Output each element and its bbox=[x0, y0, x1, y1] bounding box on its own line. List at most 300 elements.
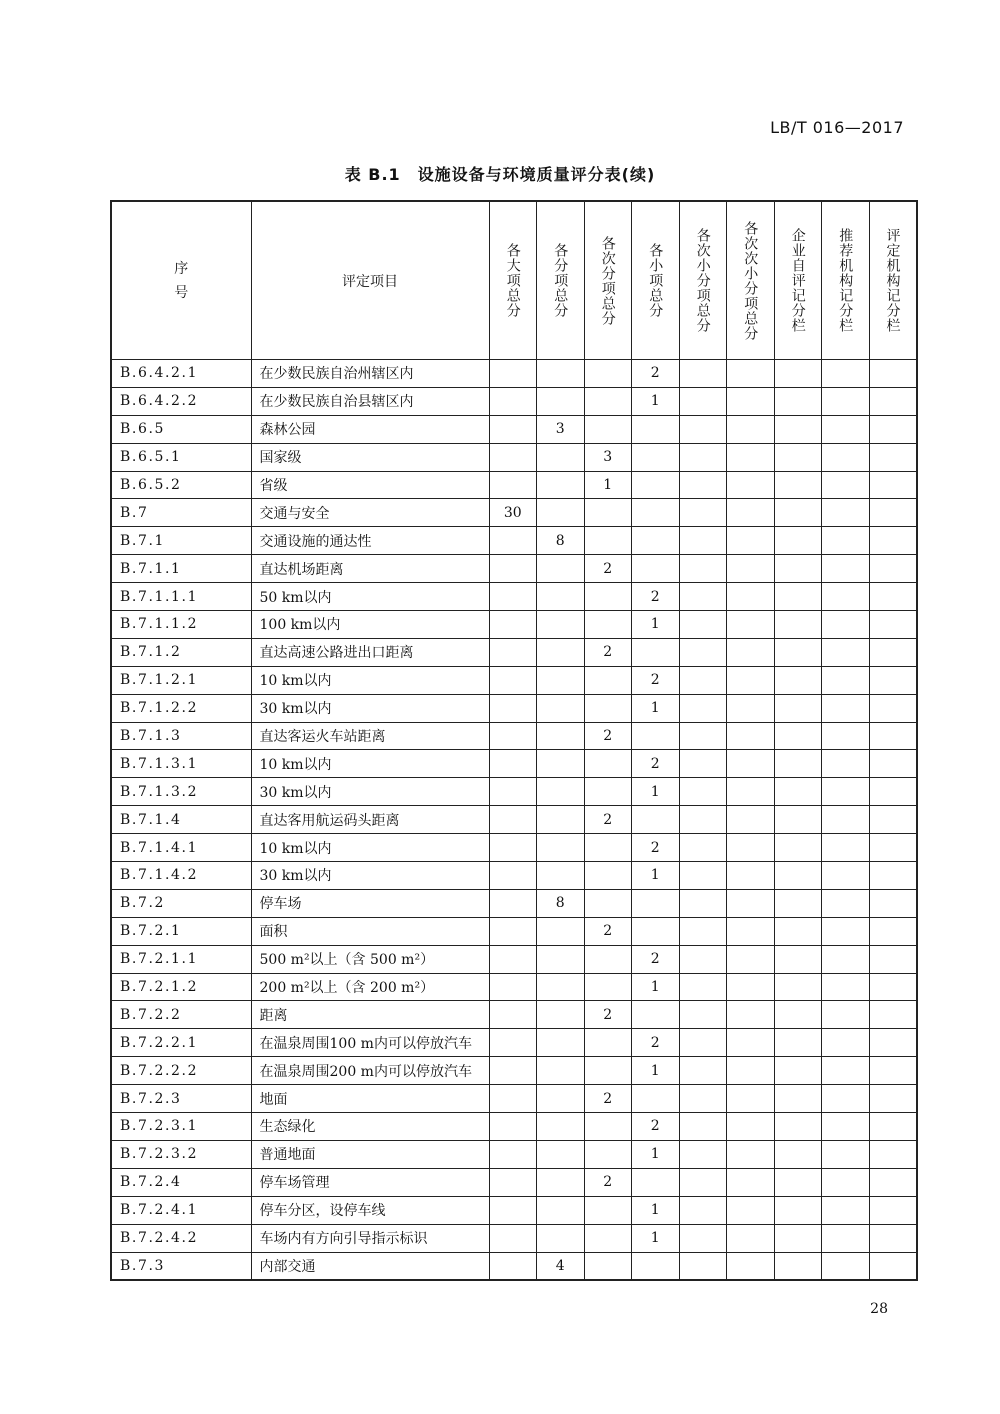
page-number: 28 bbox=[870, 1301, 888, 1317]
row-sub-total bbox=[537, 1113, 585, 1141]
table-row bbox=[111, 917, 917, 945]
row-major-total bbox=[489, 862, 537, 890]
row-self-eval-score bbox=[774, 1029, 822, 1057]
row-secondary-total bbox=[584, 360, 632, 388]
row-secondary-minor-total bbox=[679, 1001, 727, 1029]
row-secondary-minor-total bbox=[679, 1029, 727, 1057]
row-major-total bbox=[489, 387, 537, 415]
row-sub-total bbox=[537, 499, 585, 527]
row-code: B.7.2.3.2 bbox=[111, 1140, 251, 1168]
row-recommend-score bbox=[822, 415, 870, 443]
row-recommend-score bbox=[822, 862, 870, 890]
row-major-total bbox=[489, 1196, 537, 1224]
row-secondary-secondary-minor-total bbox=[727, 1113, 775, 1141]
row-rating-score bbox=[869, 1224, 917, 1252]
row-code: B.7.2.4.2 bbox=[111, 1224, 251, 1252]
row-secondary-total bbox=[584, 1029, 632, 1057]
row-secondary-secondary-minor-total bbox=[727, 1029, 775, 1057]
row-item: 200 m²以上（含 200 m²） bbox=[251, 973, 489, 1001]
row-item: 直达机场距离 bbox=[251, 555, 489, 583]
row-rating-score bbox=[869, 387, 917, 415]
row-secondary-total bbox=[584, 583, 632, 611]
row-rating-score bbox=[869, 1029, 917, 1057]
row-recommend-score bbox=[822, 1168, 870, 1196]
header-recommend-text: 推荐机构记分栏 bbox=[837, 228, 854, 333]
header-secondary-secondary-minor-total bbox=[727, 201, 775, 360]
row-major-total bbox=[489, 415, 537, 443]
row-recommend-score bbox=[822, 471, 870, 499]
header-secondary-total-text: 各次分项总分 bbox=[599, 235, 616, 326]
row-sub-total bbox=[537, 973, 585, 1001]
row-secondary-secondary-minor-total bbox=[727, 638, 775, 666]
row-sub-total bbox=[537, 1196, 585, 1224]
row-self-eval-score bbox=[774, 1140, 822, 1168]
header-major-total bbox=[489, 201, 537, 360]
row-recommend-score bbox=[822, 889, 870, 917]
row-secondary-secondary-minor-total bbox=[727, 917, 775, 945]
row-self-eval-score bbox=[774, 1252, 822, 1280]
row-secondary-total bbox=[584, 694, 632, 722]
row-code: B.7.2 bbox=[111, 889, 251, 917]
row-major-total bbox=[489, 722, 537, 750]
row-sub-total bbox=[537, 722, 585, 750]
row-sub-total: 8 bbox=[537, 527, 585, 555]
row-major-total bbox=[489, 889, 537, 917]
row-recommend-score bbox=[822, 973, 870, 1001]
row-rating-score bbox=[869, 611, 917, 639]
row-item: 在温泉周围200 m内可以停放汽车 bbox=[251, 1057, 489, 1085]
row-secondary-total: 2 bbox=[584, 638, 632, 666]
row-secondary-secondary-minor-total bbox=[727, 1001, 775, 1029]
table-row bbox=[111, 1140, 917, 1168]
row-recommend-score bbox=[822, 666, 870, 694]
row-secondary-total bbox=[584, 889, 632, 917]
row-item: 普通地面 bbox=[251, 1140, 489, 1168]
row-sub-total bbox=[537, 555, 585, 583]
header-sub-total-text: 各分项总分 bbox=[552, 243, 569, 318]
row-minor-total: 1 bbox=[632, 1140, 680, 1168]
row-sub-total bbox=[537, 806, 585, 834]
table-row bbox=[111, 694, 917, 722]
row-secondary-total bbox=[584, 415, 632, 443]
row-code: B.6.5.1 bbox=[111, 443, 251, 471]
row-minor-total: 1 bbox=[632, 1196, 680, 1224]
table-row bbox=[111, 1252, 917, 1280]
row-major-total bbox=[489, 1168, 537, 1196]
row-secondary-minor-total bbox=[679, 443, 727, 471]
row-self-eval-score bbox=[774, 1168, 822, 1196]
row-recommend-score bbox=[822, 1196, 870, 1224]
row-minor-total bbox=[632, 415, 680, 443]
header-recommend bbox=[822, 201, 870, 360]
row-minor-total: 2 bbox=[632, 1113, 680, 1141]
row-item: 国家级 bbox=[251, 443, 489, 471]
row-item: 停车场 bbox=[251, 889, 489, 917]
row-self-eval-score bbox=[774, 583, 822, 611]
row-minor-total: 2 bbox=[632, 583, 680, 611]
row-secondary-total bbox=[584, 973, 632, 1001]
row-recommend-score bbox=[822, 945, 870, 973]
row-sub-total bbox=[537, 1001, 585, 1029]
row-code: B.7.1.1 bbox=[111, 555, 251, 583]
row-secondary-secondary-minor-total bbox=[727, 583, 775, 611]
row-self-eval-score bbox=[774, 638, 822, 666]
row-recommend-score bbox=[822, 722, 870, 750]
row-sub-total bbox=[537, 583, 585, 611]
row-minor-total bbox=[632, 527, 680, 555]
row-item: 交通设施的通达性 bbox=[251, 527, 489, 555]
row-secondary-total bbox=[584, 499, 632, 527]
row-major-total bbox=[489, 1113, 537, 1141]
table-row bbox=[111, 1057, 917, 1085]
row-secondary-minor-total bbox=[679, 499, 727, 527]
row-rating-score bbox=[869, 555, 917, 583]
table-row bbox=[111, 360, 917, 388]
row-sub-total bbox=[537, 1057, 585, 1085]
table-row bbox=[111, 778, 917, 806]
row-item: 内部交通 bbox=[251, 1252, 489, 1280]
row-code: B.7.1.4.2 bbox=[111, 862, 251, 890]
row-rating-score bbox=[869, 1001, 917, 1029]
row-sub-total bbox=[537, 1224, 585, 1252]
row-code: B.6.4.2.1 bbox=[111, 360, 251, 388]
row-major-total bbox=[489, 666, 537, 694]
row-secondary-secondary-minor-total bbox=[727, 862, 775, 890]
row-secondary-secondary-minor-total bbox=[727, 415, 775, 443]
row-major-total bbox=[489, 1085, 537, 1113]
row-sub-total bbox=[537, 862, 585, 890]
row-rating-score bbox=[869, 1085, 917, 1113]
table-row bbox=[111, 1029, 917, 1057]
row-item: 直达客运火车站距离 bbox=[251, 722, 489, 750]
row-rating-score bbox=[869, 694, 917, 722]
row-rating-score bbox=[869, 778, 917, 806]
row-item: 车场内有方向引导指示标识 bbox=[251, 1224, 489, 1252]
row-secondary-total bbox=[584, 862, 632, 890]
row-self-eval-score bbox=[774, 443, 822, 471]
row-self-eval-score bbox=[774, 1001, 822, 1029]
row-recommend-score bbox=[822, 1085, 870, 1113]
row-code: B.7 bbox=[111, 499, 251, 527]
row-item: 10 km以内 bbox=[251, 750, 489, 778]
row-rating-score bbox=[869, 806, 917, 834]
table-row bbox=[111, 527, 917, 555]
row-rating-score bbox=[869, 499, 917, 527]
row-rating-score bbox=[869, 583, 917, 611]
table-row bbox=[111, 1168, 917, 1196]
row-recommend-score bbox=[822, 1252, 870, 1280]
row-rating-score bbox=[869, 862, 917, 890]
row-major-total bbox=[489, 443, 537, 471]
row-rating-score bbox=[869, 443, 917, 471]
row-secondary-secondary-minor-total bbox=[727, 694, 775, 722]
row-code: B.7.2.3.1 bbox=[111, 1113, 251, 1141]
row-sub-total bbox=[537, 917, 585, 945]
row-self-eval-score bbox=[774, 611, 822, 639]
row-major-total bbox=[489, 806, 537, 834]
row-self-eval-score bbox=[774, 471, 822, 499]
row-secondary-minor-total bbox=[679, 694, 727, 722]
row-secondary-total bbox=[584, 666, 632, 694]
row-self-eval-score bbox=[774, 1085, 822, 1113]
header-rating-text: 评定机构记分栏 bbox=[884, 228, 901, 333]
row-code: B.7.1.3 bbox=[111, 722, 251, 750]
row-item: 30 km以内 bbox=[251, 778, 489, 806]
row-self-eval-score bbox=[774, 499, 822, 527]
row-rating-score bbox=[869, 1057, 917, 1085]
row-secondary-minor-total bbox=[679, 917, 727, 945]
row-minor-total bbox=[632, 1252, 680, 1280]
row-rating-score bbox=[869, 415, 917, 443]
row-secondary-minor-total bbox=[679, 834, 727, 862]
row-secondary-minor-total bbox=[679, 862, 727, 890]
row-item: 距离 bbox=[251, 1001, 489, 1029]
row-sub-total bbox=[537, 694, 585, 722]
row-rating-score bbox=[869, 1168, 917, 1196]
row-secondary-total: 2 bbox=[584, 722, 632, 750]
row-code: B.6.4.2.2 bbox=[111, 387, 251, 415]
row-minor-total: 1 bbox=[632, 1224, 680, 1252]
row-sub-total bbox=[537, 778, 585, 806]
row-secondary-minor-total bbox=[679, 1113, 727, 1141]
table-row bbox=[111, 889, 917, 917]
row-recommend-score bbox=[822, 638, 870, 666]
row-code: B.7.2.2.1 bbox=[111, 1029, 251, 1057]
row-item: 在温泉周围100 m内可以停放汽车 bbox=[251, 1029, 489, 1057]
row-secondary-secondary-minor-total bbox=[727, 1252, 775, 1280]
row-minor-total: 1 bbox=[632, 611, 680, 639]
row-sub-total bbox=[537, 1085, 585, 1113]
row-secondary-minor-total bbox=[679, 1085, 727, 1113]
header-self-eval bbox=[774, 201, 822, 360]
row-sub-total: 3 bbox=[537, 415, 585, 443]
row-minor-total: 2 bbox=[632, 1029, 680, 1057]
table-row bbox=[111, 1113, 917, 1141]
row-major-total bbox=[489, 1140, 537, 1168]
table-row bbox=[111, 750, 917, 778]
row-self-eval-score bbox=[774, 834, 822, 862]
row-self-eval-score bbox=[774, 945, 822, 973]
row-secondary-minor-total bbox=[679, 360, 727, 388]
row-major-total bbox=[489, 1057, 537, 1085]
row-recommend-score bbox=[822, 360, 870, 388]
row-minor-total: 2 bbox=[632, 945, 680, 973]
row-item: 在少数民族自治县辖区内 bbox=[251, 387, 489, 415]
header-major-total-text: 各大项总分 bbox=[504, 243, 521, 318]
row-code: B.7.2.2.2 bbox=[111, 1057, 251, 1085]
table-row bbox=[111, 611, 917, 639]
row-secondary-total: 2 bbox=[584, 1001, 632, 1029]
row-secondary-minor-total bbox=[679, 889, 727, 917]
row-minor-total: 1 bbox=[632, 778, 680, 806]
table-row bbox=[111, 471, 917, 499]
row-sub-total bbox=[537, 1029, 585, 1057]
row-major-total bbox=[489, 1224, 537, 1252]
row-secondary-secondary-minor-total bbox=[727, 1196, 775, 1224]
table-row bbox=[111, 1224, 917, 1252]
table-row bbox=[111, 722, 917, 750]
row-code: B.7.1.2.1 bbox=[111, 666, 251, 694]
row-recommend-score bbox=[822, 611, 870, 639]
row-major-total bbox=[489, 834, 537, 862]
row-code: B.7.2.2 bbox=[111, 1001, 251, 1029]
row-code: B.6.5.2 bbox=[111, 471, 251, 499]
row-code: B.7.2.1 bbox=[111, 917, 251, 945]
score-table bbox=[110, 200, 918, 1281]
row-self-eval-score bbox=[774, 1057, 822, 1085]
row-minor-total bbox=[632, 499, 680, 527]
row-code: B.7.1.2 bbox=[111, 638, 251, 666]
row-minor-total bbox=[632, 443, 680, 471]
table-row bbox=[111, 1196, 917, 1224]
row-code: B.7.1.4.1 bbox=[111, 834, 251, 862]
row-secondary-secondary-minor-total bbox=[727, 471, 775, 499]
row-secondary-secondary-minor-total bbox=[727, 1085, 775, 1113]
row-recommend-score bbox=[822, 583, 870, 611]
row-self-eval-score bbox=[774, 1196, 822, 1224]
row-code: B.7.2.1.1 bbox=[111, 945, 251, 973]
row-minor-total: 1 bbox=[632, 973, 680, 1001]
row-self-eval-score bbox=[774, 666, 822, 694]
table-row bbox=[111, 834, 917, 862]
row-item: 100 km以内 bbox=[251, 611, 489, 639]
row-recommend-score bbox=[822, 443, 870, 471]
row-secondary-minor-total bbox=[679, 638, 727, 666]
row-secondary-minor-total bbox=[679, 778, 727, 806]
header-minor-total-text: 各小项总分 bbox=[647, 243, 664, 318]
row-minor-total bbox=[632, 1001, 680, 1029]
row-major-total bbox=[489, 527, 537, 555]
row-item: 50 km以内 bbox=[251, 583, 489, 611]
row-recommend-score bbox=[822, 1029, 870, 1057]
row-item: 10 km以内 bbox=[251, 834, 489, 862]
row-secondary-total bbox=[584, 387, 632, 415]
row-secondary-total: 2 bbox=[584, 1085, 632, 1113]
row-item: 30 km以内 bbox=[251, 694, 489, 722]
row-major-total bbox=[489, 471, 537, 499]
header-seq-line1: 序 bbox=[174, 260, 189, 277]
row-major-total bbox=[489, 555, 537, 583]
row-item: 省级 bbox=[251, 471, 489, 499]
table-row bbox=[111, 1001, 917, 1029]
row-item: 500 m²以上（含 500 m²） bbox=[251, 945, 489, 973]
row-code: B.7.1.2.2 bbox=[111, 694, 251, 722]
row-rating-score bbox=[869, 973, 917, 1001]
row-recommend-score bbox=[822, 1140, 870, 1168]
row-secondary-secondary-minor-total bbox=[727, 360, 775, 388]
row-recommend-score bbox=[822, 387, 870, 415]
row-self-eval-score bbox=[774, 1113, 822, 1141]
row-self-eval-score bbox=[774, 889, 822, 917]
table-row bbox=[111, 387, 917, 415]
row-recommend-score bbox=[822, 806, 870, 834]
row-secondary-secondary-minor-total bbox=[727, 1224, 775, 1252]
row-major-total bbox=[489, 1001, 537, 1029]
row-secondary-total bbox=[584, 1057, 632, 1085]
row-secondary-secondary-minor-total bbox=[727, 834, 775, 862]
row-minor-total: 1 bbox=[632, 694, 680, 722]
row-sub-total bbox=[537, 1168, 585, 1196]
row-major-total bbox=[489, 1252, 537, 1280]
table-row bbox=[111, 806, 917, 834]
row-item: 10 km以内 bbox=[251, 666, 489, 694]
row-recommend-score bbox=[822, 1001, 870, 1029]
row-self-eval-score bbox=[774, 806, 822, 834]
row-code: B.7.2.4.1 bbox=[111, 1196, 251, 1224]
row-secondary-secondary-minor-total bbox=[727, 555, 775, 583]
row-secondary-total bbox=[584, 1224, 632, 1252]
row-secondary-secondary-minor-total bbox=[727, 666, 775, 694]
row-sub-total bbox=[537, 443, 585, 471]
row-code: B.7.2.3 bbox=[111, 1085, 251, 1113]
row-minor-total: 1 bbox=[632, 1057, 680, 1085]
row-secondary-minor-total bbox=[679, 583, 727, 611]
row-minor-total bbox=[632, 638, 680, 666]
row-secondary-secondary-minor-total bbox=[727, 889, 775, 917]
row-major-total bbox=[489, 945, 537, 973]
header-secondary-total bbox=[584, 201, 632, 360]
row-secondary-total: 2 bbox=[584, 1168, 632, 1196]
row-minor-total: 2 bbox=[632, 834, 680, 862]
row-secondary-total bbox=[584, 1196, 632, 1224]
row-secondary-total bbox=[584, 1252, 632, 1280]
table-row bbox=[111, 499, 917, 527]
row-secondary-minor-total bbox=[679, 666, 727, 694]
row-secondary-minor-total bbox=[679, 1196, 727, 1224]
row-secondary-secondary-minor-total bbox=[727, 527, 775, 555]
row-self-eval-score bbox=[774, 694, 822, 722]
row-item: 交通与安全 bbox=[251, 499, 489, 527]
row-minor-total bbox=[632, 1168, 680, 1196]
row-self-eval-score bbox=[774, 1224, 822, 1252]
row-minor-total: 1 bbox=[632, 862, 680, 890]
row-code: B.7.2.4 bbox=[111, 1168, 251, 1196]
row-item: 地面 bbox=[251, 1085, 489, 1113]
row-rating-score bbox=[869, 1196, 917, 1224]
row-minor-total bbox=[632, 722, 680, 750]
row-item: 停车场管理 bbox=[251, 1168, 489, 1196]
row-self-eval-score bbox=[774, 750, 822, 778]
row-secondary-total bbox=[584, 750, 632, 778]
row-major-total bbox=[489, 694, 537, 722]
row-rating-score bbox=[869, 834, 917, 862]
row-sub-total bbox=[537, 1140, 585, 1168]
row-sub-total: 4 bbox=[537, 1252, 585, 1280]
row-secondary-total bbox=[584, 611, 632, 639]
row-major-total bbox=[489, 638, 537, 666]
row-secondary-minor-total bbox=[679, 415, 727, 443]
header-seq-line2: 号 bbox=[174, 284, 189, 301]
row-rating-score bbox=[869, 666, 917, 694]
row-secondary-minor-total bbox=[679, 1252, 727, 1280]
row-secondary-minor-total bbox=[679, 611, 727, 639]
table-row bbox=[111, 666, 917, 694]
row-sub-total bbox=[537, 471, 585, 499]
row-secondary-secondary-minor-total bbox=[727, 611, 775, 639]
row-rating-score bbox=[869, 722, 917, 750]
row-minor-total: 2 bbox=[632, 666, 680, 694]
row-secondary-secondary-minor-total bbox=[727, 722, 775, 750]
row-code: B.7.1.1.2 bbox=[111, 611, 251, 639]
row-recommend-score bbox=[822, 1057, 870, 1085]
row-minor-total bbox=[632, 889, 680, 917]
row-code: B.7.1 bbox=[111, 527, 251, 555]
row-sub-total bbox=[537, 387, 585, 415]
row-self-eval-score bbox=[774, 415, 822, 443]
row-recommend-score bbox=[822, 499, 870, 527]
row-minor-total bbox=[632, 917, 680, 945]
header-minor-total bbox=[632, 201, 680, 360]
